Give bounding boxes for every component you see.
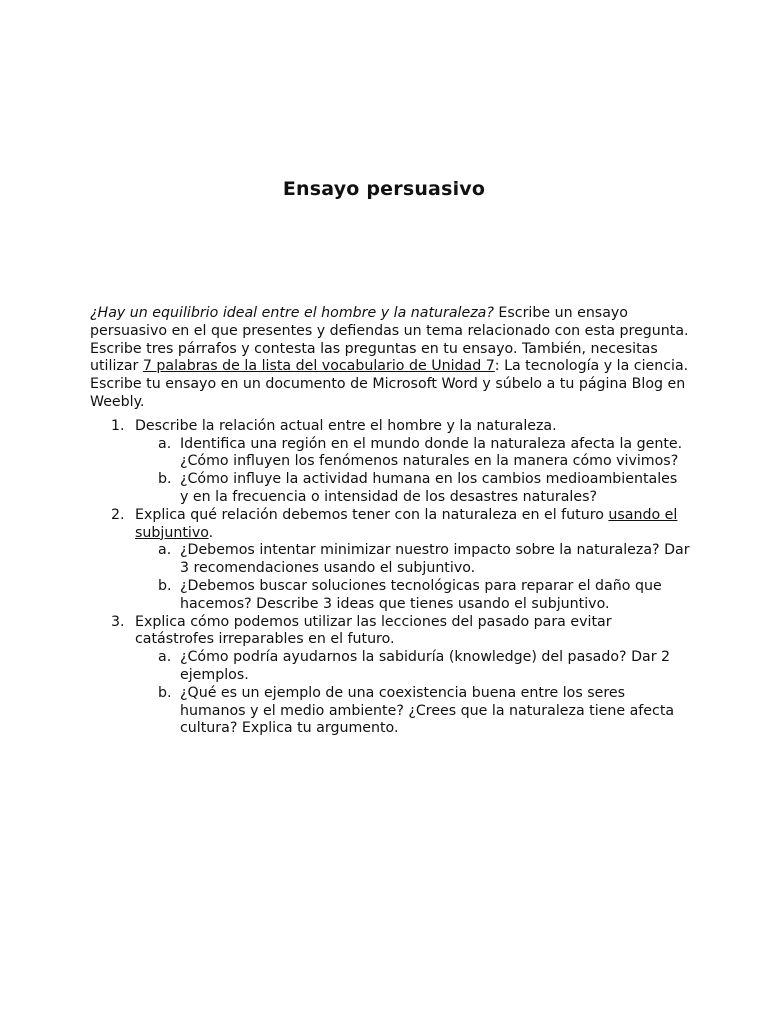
sub-item-text: ¿Debemos buscar soluciones tecnológicas para reparar el daño que hacemos? Describe 3 ideas que tienes usando el subjuntivo. bbox=[180, 577, 662, 612]
sub-item bbox=[158, 435, 690, 472]
sub-item-letter: a. bbox=[158, 649, 172, 666]
list-item-text-after: . bbox=[208, 524, 214, 541]
question-list bbox=[90, 418, 690, 738]
list-item-text: Explica qué relación debemos tener con la naturaleza en el futuro bbox=[135, 506, 609, 523]
sub-list bbox=[135, 436, 690, 507]
list-item-text: Explica cómo podemos utilizar las lecciones del pasado para evitar catástrofes irreparables en el futuro. bbox=[135, 613, 612, 648]
sub-list bbox=[135, 649, 690, 738]
intro-vocabulary-underlined: 7 palabras de la lista del vocabulario de Unidad 7 bbox=[142, 358, 495, 375]
sub-item-text: ¿Cómo influye la actividad humana en los cambios medioambientales y en la frecuencia o intensidad de los desastres naturales? bbox=[180, 471, 678, 505]
sub-item-letter: b. bbox=[158, 577, 172, 594]
list-item-text: Describe la relación actual entre el hombre y la naturaleza. bbox=[135, 417, 557, 434]
intro-paragraph bbox=[90, 305, 690, 412]
list-item-number: 1. bbox=[111, 417, 125, 434]
intro-text-1: Escribe un ensayo persuasivo en el que presentes y defiendas un tema relacionado con esta pregunta. Escribe tres párrafos y contesta las preguntas en tu ensayo. También, necesitas utilizar bbox=[90, 305, 689, 375]
sub-item-letter: a. bbox=[158, 435, 172, 452]
intro-question: ¿Hay un equilibrio ideal entre el hombre y la naturaleza? bbox=[90, 305, 494, 321]
sub-item-letter: b. bbox=[158, 684, 172, 701]
sub-item-letter: b. bbox=[158, 471, 172, 488]
sub-item bbox=[158, 471, 690, 507]
sub-item-text: ¿Qué es un ejemplo de una coexistencia buena entre los seres humanos y el medio ambiente? ¿Crees que la naturaleza tiene afecta cultura? Explica tu argumento. bbox=[180, 684, 675, 737]
sub-item-letter: a. bbox=[158, 542, 172, 559]
sub-item bbox=[158, 542, 690, 578]
sub-item-text: ¿Debemos intentar minimizar nuestro impacto sobre la naturaleza? Dar 3 recomendaciones usando el subjuntivo. bbox=[180, 542, 690, 577]
list-item-number: 3. bbox=[111, 613, 125, 630]
sub-item-text: ¿Cómo podría ayudarnos la sabiduría (knowledge) del pasado? Dar 2 ejemplos. bbox=[180, 649, 671, 683]
document-title: Ensayo persuasivo bbox=[282, 178, 486, 200]
list-item-number: 2. bbox=[111, 506, 125, 523]
sub-item bbox=[158, 684, 690, 738]
sub-item-text: Identifica una región en el mundo donde la naturaleza afecta la gente. ¿Cómo influyen los fenómenos naturales en la manera cómo vivimos? bbox=[180, 435, 683, 470]
list-item-3 bbox=[111, 613, 690, 739]
sub-list bbox=[135, 542, 690, 613]
list-item-underlined: usando el subjuntivo bbox=[135, 506, 678, 541]
sub-item bbox=[158, 577, 690, 614]
sub-item bbox=[158, 649, 690, 685]
list-item-2 bbox=[111, 506, 690, 614]
list-item-1 bbox=[111, 417, 690, 507]
intro-text-2: : La tecnología y la ciencia. Escribe tu ensayo en un documento de Microsoft Word y súbelo a tu página Blog en Weebly. bbox=[90, 358, 689, 410]
document-body bbox=[90, 305, 690, 738]
